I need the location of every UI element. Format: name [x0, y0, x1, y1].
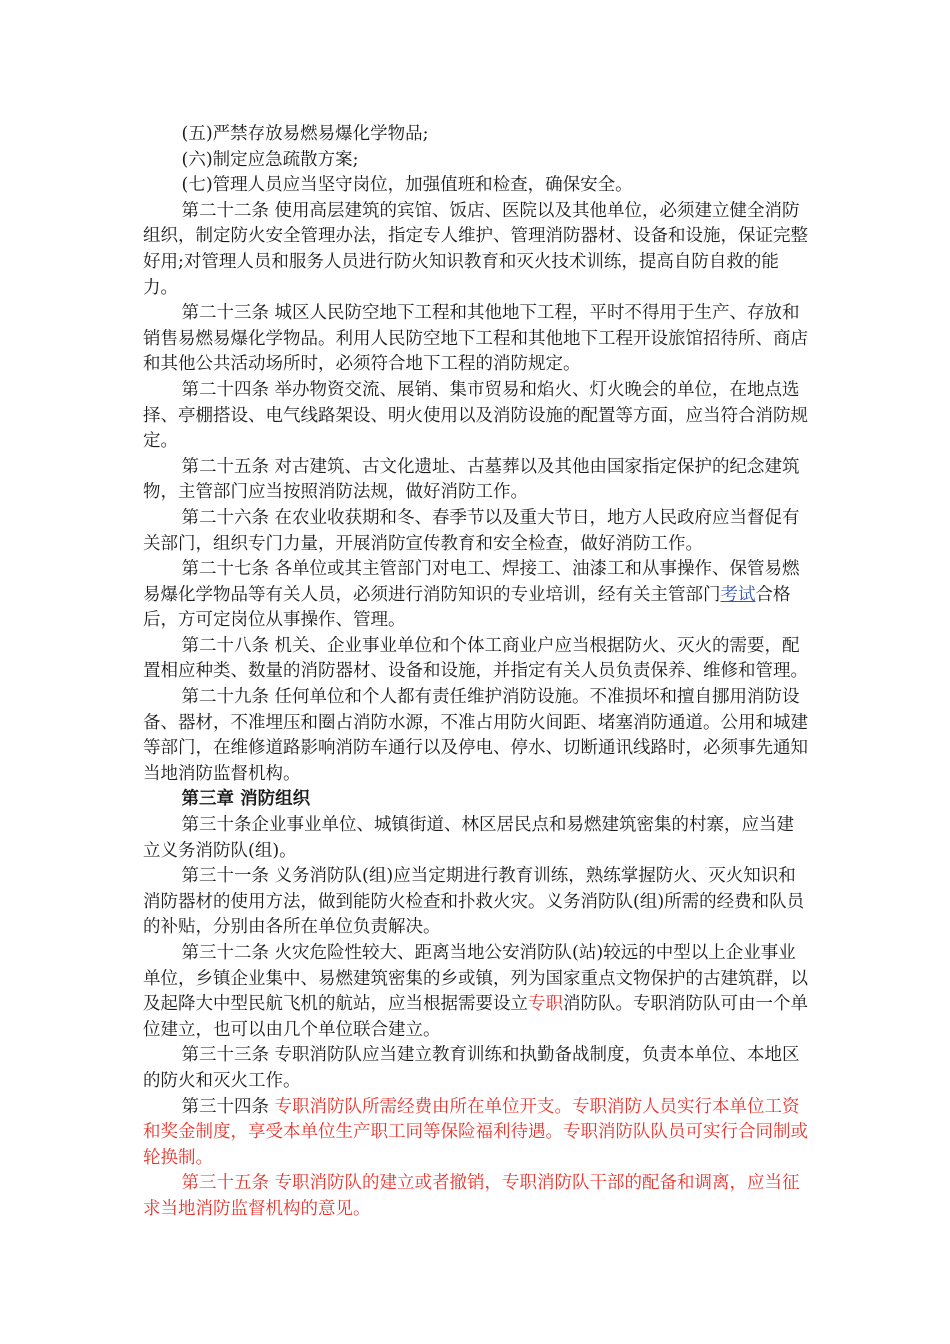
article-25: 第二十五条 对古建筑、古文化遗址、古墓葬以及其他由国家指定保护的纪念建筑物，主管部门应当按照消防法规，做好消防工作。 [143, 456, 800, 503]
article-31: 第三十一条 义务消防队(组)应当定期进行教育训练，熟练掌握防火、灭火知识和消防器材的使用方法，做到能防火检查和扑救火灾。义务消防队(组)所需的经费和队员的补贴，分别由各所在单位负责解决。 [143, 866, 805, 938]
article-35: 第三十五条 专职消防队的建立或者撤销，专职消防队干部的配备和调离，应当征求当地消防监督机构的意见。 [143, 1173, 800, 1219]
document-body [143, 122, 811, 1223]
article-23: 第二十三条 城区人民防空地下工程和其他地下工程，平时不得用于生产、存放和销售易燃易爆化学物品。利用人民防空地下工程和其他地下工程开设旅馆招待所、商店和其他公共活动场所时，必须符合地下工程的消防规定。 [143, 303, 808, 375]
article-34-highlight: 专职消防队所需经费由所在单位开支。专职消防人员实行本单位工资和奖金制度，享受本单位生产职工同等保险福利待遇。专职消防队队员可实行合同制或轮换制。 [143, 1096, 808, 1168]
article-27-text-end: 合格后，方可定岗位从事操作、管理。 [143, 584, 791, 631]
article-27-text: 第二十七条 各单位或其主管部门对电工、焊接工、油漆工和从事操作、保管易燃易爆化学物品等有关人员，必须进行消防知识的专业培训，经有关主管部门 [143, 559, 800, 605]
article-26: 第二十六条 在农业收获期和冬、春季节以及重大节日，地方人民政府应当督促有关部门，组织专门力量，开展消防宣传教育和安全检查，做好消防工作。 [143, 507, 800, 554]
exam-link[interactable]: 考试 [720, 584, 756, 605]
article-32-highlight: 专职 [528, 994, 563, 1015]
article-27 [143, 557, 811, 634]
article-29: 第二十九条 任何单位和个人都有责任维护消防设施。不准损坏和擅自挪用消防设备、器材，不准埋压和圈占消防水源，不准占用防火间距、堵塞消防通道。公用和城建等部门，在维修道路影响消防车通行以及停电、停水、切断通讯线路时，必须事先通知当地消防监督机构。 [143, 687, 808, 784]
article-34-head: 第三十四条 [181, 1096, 275, 1117]
article-34 [143, 1095, 811, 1172]
article-28: 第二十八条 机关、企业事业单位和个体工商业户应当根据防火、灭火的需要，配置相应种类、数量的消防器材、设备和设施，并指定有关人员负责保养、维修和管理。 [143, 635, 808, 682]
article-33: 第三十三条 专职消防队应当建立教育训练和执勤备战制度，负责本单位、本地区的防火和灭火工作。 [143, 1045, 800, 1091]
chapter-heading: 第三章 消防组织 [181, 789, 311, 810]
article-32 [143, 941, 811, 1043]
list-item: (六)制定应急疏散方案; [181, 149, 359, 170]
article-24: 第二十四条 举办物资交流、展销、集市贸易和焰火、灯火晚会的单位，在地点选择、亭棚搭设、电气线路架设、明火使用以及消防设施的配置等方面，应当符合消防规定。 [143, 379, 808, 452]
article-22: 第二十二条 使用高层建筑的宾馆、饭店、医院以及其他单位，必须建立健全消防组织，制定防火安全管理办法，指定专人维护、管理消防器材、设备和设施，保证完整好用;对管理人员和服务人员进行防火知识教育和灭火技术训练，提高自防自救的能力。 [143, 200, 808, 298]
list-item: (七)管理人员应当坚守岗位，加强值班和检查，确保安全。 [181, 175, 633, 196]
list-item: (五)严禁存放易燃易爆化学物品; [181, 124, 429, 144]
article-30: 第三十条企业事业单位、城镇街道、林区居民点和易燃建筑密集的村寨，应当建立义务消防队(组)。 [143, 815, 794, 861]
article-32-text-end: 消防队。专职消防队可由一个单位建立，也可以由几个单位联合建立。 [143, 994, 808, 1040]
article-32-text: 第三十二条 火灾危险性较大、距离当地公安消防队(站)较远的中型以上企业事业单位，乡镇企业集中、易燃建筑密集的乡或镇，列为国家重点文物保护的古建筑群，以及起降大中型民航飞机的航站，应当根据需要设立 [143, 943, 808, 1015]
